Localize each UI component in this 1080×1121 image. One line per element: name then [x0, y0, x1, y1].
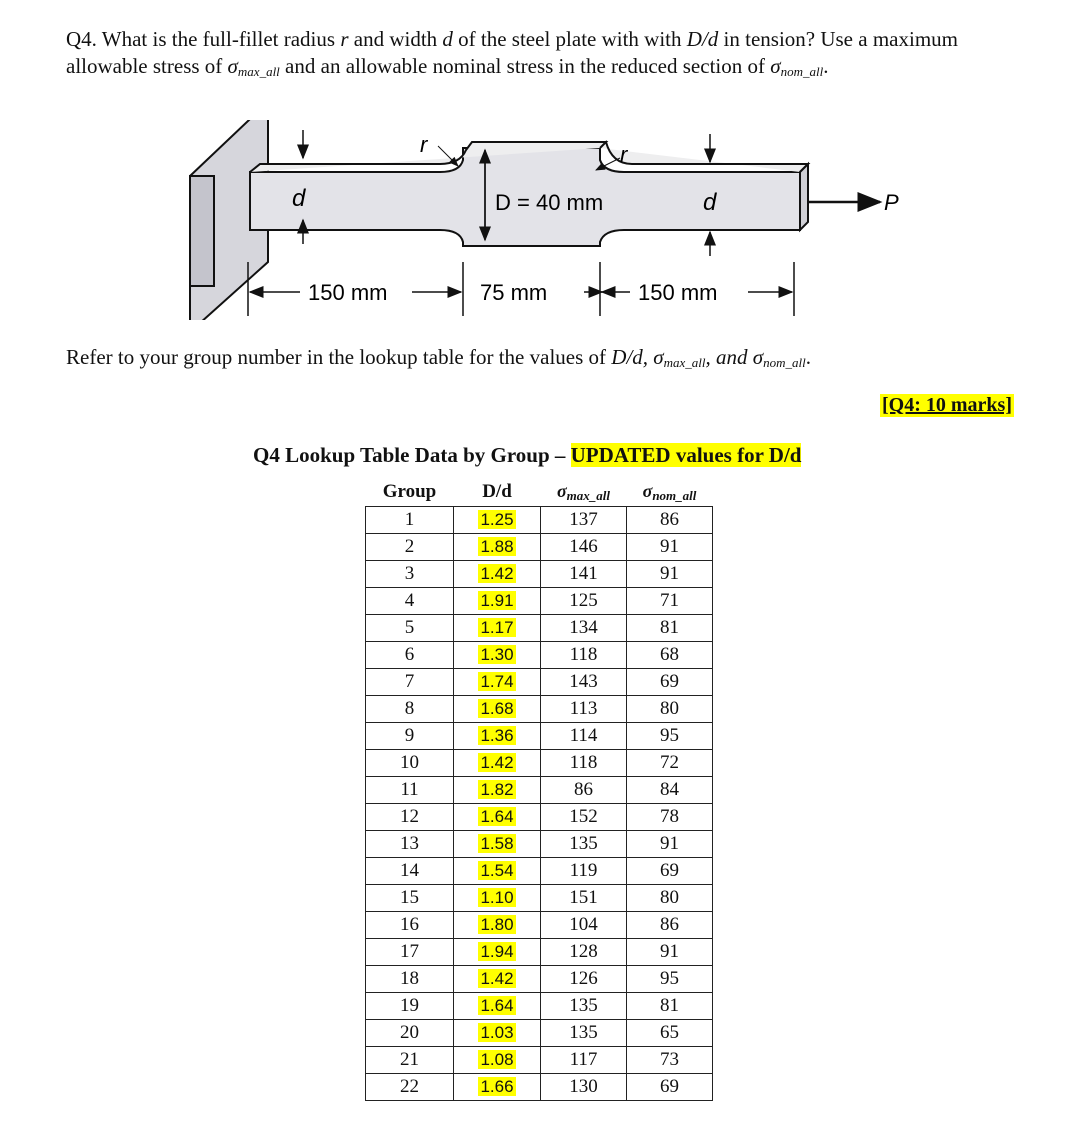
- table-row: [366, 966, 713, 993]
- table-row: [366, 588, 713, 615]
- cell-group: 5: [366, 615, 454, 642]
- cell-group: 12: [366, 804, 454, 831]
- cell-sigma-nom: 95: [627, 723, 713, 750]
- cell-sigma-max: 135: [541, 993, 627, 1020]
- cell-group: 7: [366, 669, 454, 696]
- cell-sigma-nom: 91: [627, 831, 713, 858]
- label-d-left: d: [292, 185, 306, 212]
- cell-group: 1: [366, 507, 454, 534]
- dim-150-right: 150 mm: [638, 280, 718, 305]
- marks-badge: [Q4: 10 marks]: [882, 394, 1012, 416]
- cell-sigma-nom: 71: [627, 588, 713, 615]
- cell-dd: 1.88: [454, 534, 541, 561]
- cell-dd: 1.42: [454, 750, 541, 777]
- cell-group: 10: [366, 750, 454, 777]
- label-r-right: r: [620, 142, 628, 167]
- cell-group: 22: [366, 1074, 454, 1101]
- cell-dd: 1.36: [454, 723, 541, 750]
- table-row: [366, 1020, 713, 1047]
- cell-sigma-nom: 86: [627, 507, 713, 534]
- cell-sigma-nom: 65: [627, 1020, 713, 1047]
- dim-150-left: 150 mm: [308, 280, 388, 305]
- steel-plate-figure: [180, 120, 900, 320]
- cell-sigma-nom: 91: [627, 561, 713, 588]
- cell-group: 2: [366, 534, 454, 561]
- cell-dd: 1.03: [454, 1020, 541, 1047]
- cell-sigma-max: 130: [541, 1074, 627, 1101]
- cell-dd: 1.25: [454, 507, 541, 534]
- label-D: D = 40 mm: [495, 190, 604, 215]
- cell-group: 14: [366, 858, 454, 885]
- header-sigma-nom: $\sigma_{nom\_all}$: [627, 478, 713, 507]
- cell-sigma-nom: 73: [627, 1047, 713, 1074]
- table-title: Q4 Lookup Table Data by Group – UPDATED values for D/d: [253, 443, 802, 467]
- table-row: [366, 723, 713, 750]
- cell-sigma-nom: 69: [627, 858, 713, 885]
- cell-sigma-max: 117: [541, 1047, 627, 1074]
- cell-group: 8: [366, 696, 454, 723]
- cell-sigma-nom: 91: [627, 939, 713, 966]
- table-header-row: [366, 478, 713, 507]
- table-row: [366, 696, 713, 723]
- cell-sigma-max: 86: [541, 777, 627, 804]
- cell-dd: 1.94: [454, 939, 541, 966]
- cell-dd: 1.64: [454, 993, 541, 1020]
- table-row: [366, 804, 713, 831]
- cell-sigma-nom: 68: [627, 642, 713, 669]
- cell-sigma-nom: 80: [627, 885, 713, 912]
- table-row: [366, 615, 713, 642]
- table-row: [366, 507, 713, 534]
- table-row: [366, 912, 713, 939]
- cell-group: 19: [366, 993, 454, 1020]
- cell-group: 20: [366, 1020, 454, 1047]
- cell-sigma-nom: 86: [627, 912, 713, 939]
- cell-sigma-max: 125: [541, 588, 627, 615]
- cell-dd: 1.17: [454, 615, 541, 642]
- cell-sigma-max: 104: [541, 912, 627, 939]
- cell-sigma-nom: 81: [627, 993, 713, 1020]
- table-row: [366, 1074, 713, 1101]
- cell-sigma-max: 151: [541, 885, 627, 912]
- cell-sigma-max: 137: [541, 507, 627, 534]
- label-r-left: r: [420, 132, 428, 157]
- refer-text: Refer to your group number in the lookup table for the values of D/d, $\sigma_{max\_all}$, and $\sigma_{nom\_all}$.: [66, 345, 812, 370]
- table-row: [366, 1047, 713, 1074]
- cell-dd: 1.42: [454, 561, 541, 588]
- cell-sigma-max: 135: [541, 1020, 627, 1047]
- table-row: [366, 534, 713, 561]
- cell-group: 15: [366, 885, 454, 912]
- cell-dd: 1.64: [454, 804, 541, 831]
- cell-group: 11: [366, 777, 454, 804]
- table-row: [366, 993, 713, 1020]
- header-group: Group: [366, 478, 454, 507]
- table-row: [366, 939, 713, 966]
- cell-dd: 1.80: [454, 912, 541, 939]
- cell-sigma-nom: 95: [627, 966, 713, 993]
- cell-dd: 1.30: [454, 642, 541, 669]
- cell-sigma-nom: 72: [627, 750, 713, 777]
- cell-sigma-max: 128: [541, 939, 627, 966]
- cell-sigma-nom: 80: [627, 696, 713, 723]
- table-row: [366, 669, 713, 696]
- cell-sigma-max: 118: [541, 750, 627, 777]
- cell-sigma-nom: 84: [627, 777, 713, 804]
- cell-group: 4: [366, 588, 454, 615]
- cell-group: 6: [366, 642, 454, 669]
- cell-dd: 1.54: [454, 858, 541, 885]
- cell-group: 13: [366, 831, 454, 858]
- cell-sigma-max: 146: [541, 534, 627, 561]
- cell-dd: 1.42: [454, 966, 541, 993]
- cell-sigma-max: 135: [541, 831, 627, 858]
- cell-group: 16: [366, 912, 454, 939]
- header-sigma-max: $\sigma_{max\_all}$: [541, 478, 627, 507]
- cell-group: 9: [366, 723, 454, 750]
- cell-dd: 1.58: [454, 831, 541, 858]
- cell-group: 21: [366, 1047, 454, 1074]
- question-text: Q4. What is the full-fillet radius r and width d of the steel plate with with D/d in tension? Use a maximum allowable stress of $\sigma_{max\_all}$ and an allowable nominal stress in the reduced section of $\sigma_{nom\_all}$.: [66, 27, 958, 79]
- cell-dd: 1.82: [454, 777, 541, 804]
- cell-dd: 1.91: [454, 588, 541, 615]
- cell-sigma-nom: 69: [627, 669, 713, 696]
- table-row: [366, 750, 713, 777]
- cell-sigma-max: 118: [541, 642, 627, 669]
- cell-group: 3: [366, 561, 454, 588]
- cell-sigma-max: 143: [541, 669, 627, 696]
- dim-75: 75 mm: [480, 280, 548, 305]
- cell-dd: 1.10: [454, 885, 541, 912]
- header-dd: D/d: [454, 478, 541, 507]
- cell-sigma-nom: 69: [627, 1074, 713, 1101]
- table-row: [366, 831, 713, 858]
- cell-sigma-max: 119: [541, 858, 627, 885]
- table-row: [366, 885, 713, 912]
- cell-sigma-nom: 81: [627, 615, 713, 642]
- cell-sigma-max: 114: [541, 723, 627, 750]
- cell-group: 17: [366, 939, 454, 966]
- table-row: [366, 642, 713, 669]
- cell-dd: 1.68: [454, 696, 541, 723]
- cell-sigma-nom: 78: [627, 804, 713, 831]
- label-d-right: d: [703, 189, 717, 216]
- cell-dd: 1.66: [454, 1074, 541, 1101]
- cell-dd: 1.74: [454, 669, 541, 696]
- lookup-table: [365, 477, 713, 1101]
- cell-sigma-max: 126: [541, 966, 627, 993]
- table-row: [366, 777, 713, 804]
- cell-sigma-max: 152: [541, 804, 627, 831]
- label-P: P: [884, 190, 899, 215]
- table-row: [366, 858, 713, 885]
- table-row: [366, 561, 713, 588]
- cell-sigma-max: 113: [541, 696, 627, 723]
- cell-sigma-max: 141: [541, 561, 627, 588]
- cell-sigma-max: 134: [541, 615, 627, 642]
- cell-sigma-nom: 91: [627, 534, 713, 561]
- cell-dd: 1.08: [454, 1047, 541, 1074]
- cell-group: 18: [366, 966, 454, 993]
